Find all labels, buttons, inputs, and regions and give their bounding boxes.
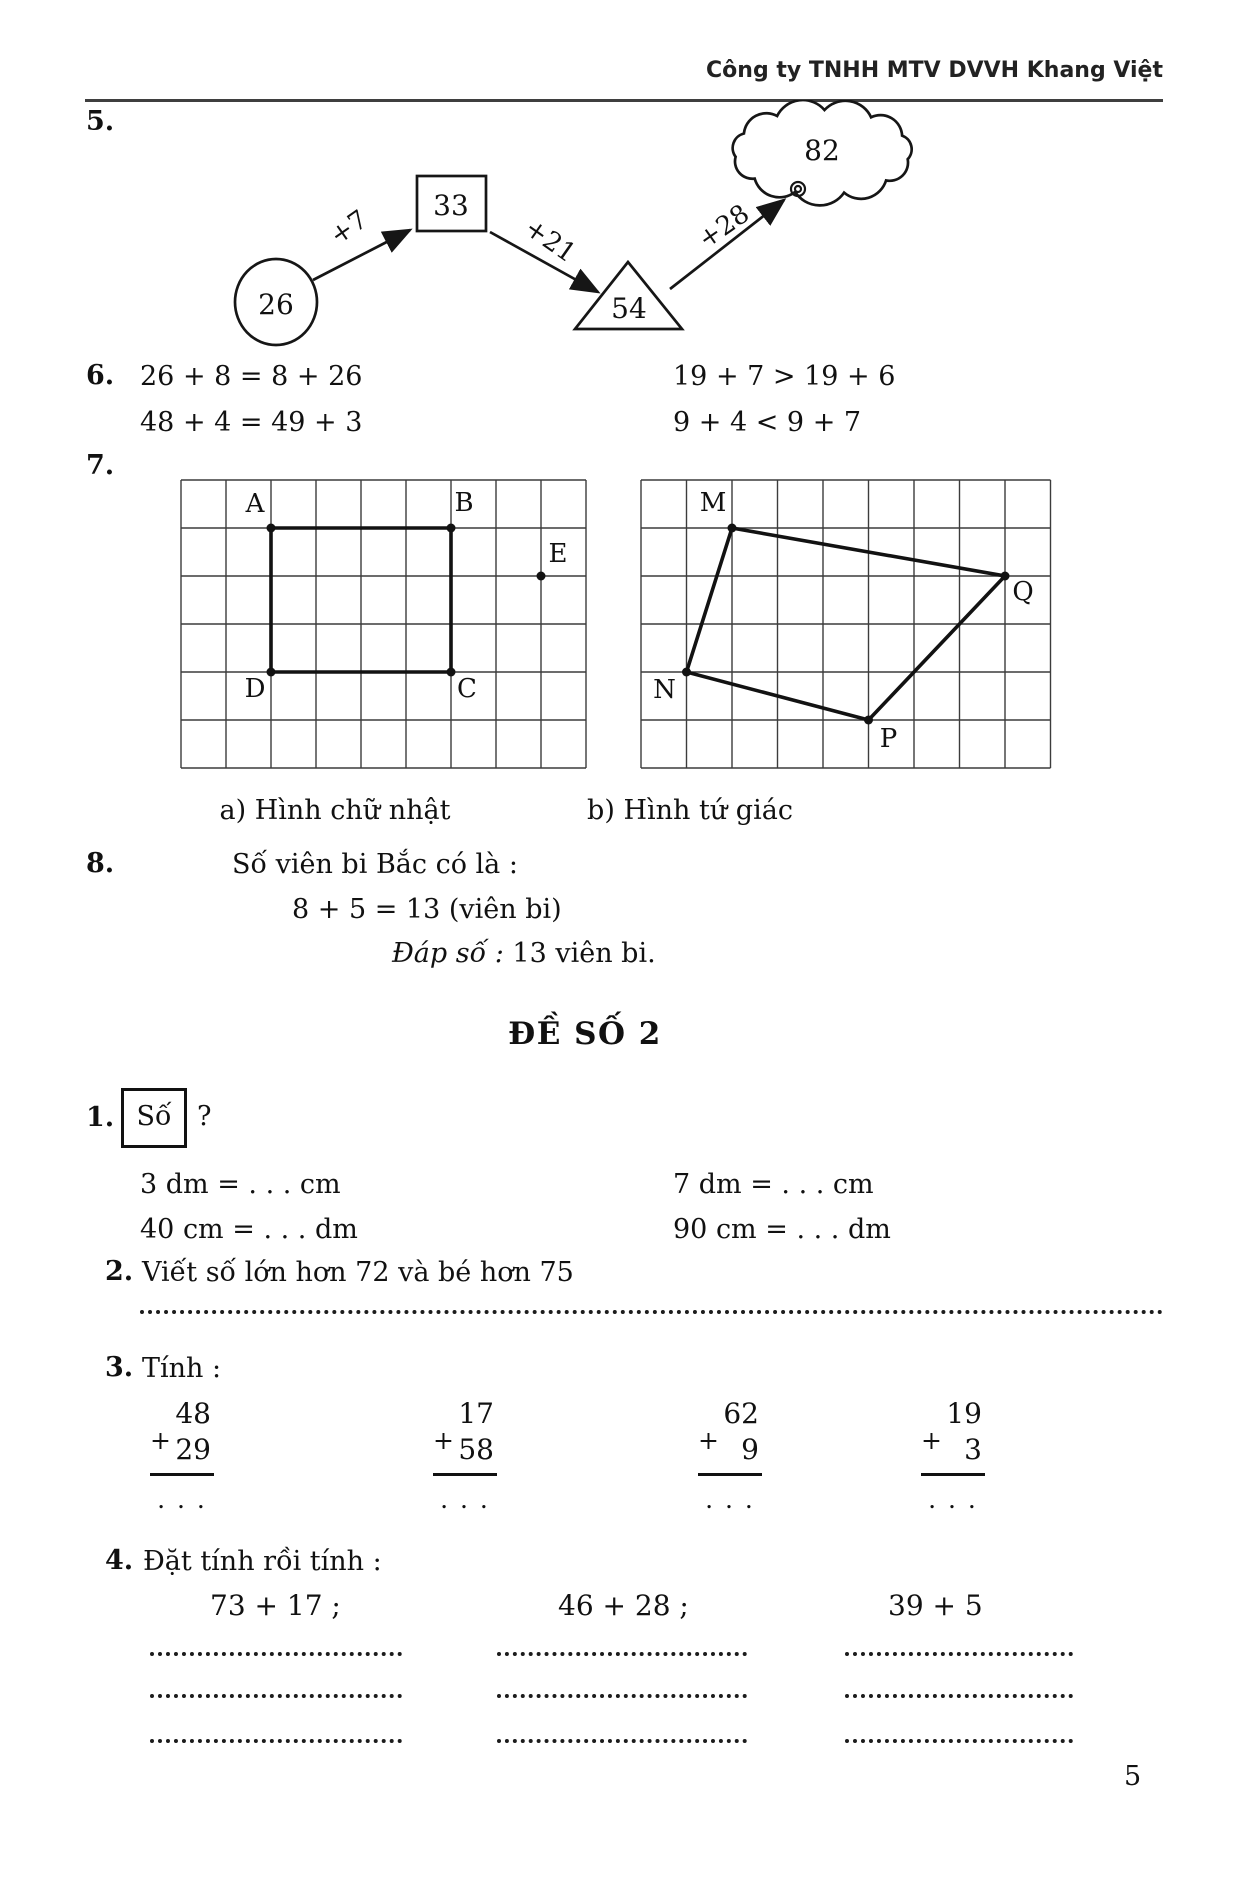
- caption-quadrilateral: b) Hình tứ giác: [587, 795, 793, 826]
- vertical-addition: [698, 1396, 762, 1514]
- sum-rule: [698, 1473, 762, 1476]
- problem8-equation: 8 + 5 = 13 (viên bi): [292, 894, 562, 925]
- arrow-label-plus7: +7: [324, 204, 374, 252]
- equation: 9 + 4 < 9 + 7: [673, 407, 862, 438]
- q4-answer-line: [150, 1676, 402, 1698]
- problem7-number: 7.: [86, 450, 115, 481]
- q2-number: 2.: [105, 1256, 134, 1287]
- section-title: ĐỀ SỐ 2: [508, 1016, 662, 1052]
- conversion-line: 3 dm = . . . cm: [140, 1169, 341, 1200]
- problem8-number: 8.: [86, 848, 115, 879]
- equation: 26 + 8 = 8 + 26: [140, 361, 363, 392]
- vertical-addition: [921, 1396, 985, 1514]
- vertical-addition: [433, 1396, 497, 1514]
- sum-rule: [150, 1473, 214, 1476]
- q4-expression: 39 + 5: [888, 1589, 983, 1622]
- q2-statement: Viết số lớn hơn 72 và bé hơn 75: [142, 1257, 574, 1288]
- square-node-value: 33: [433, 189, 469, 222]
- result-placeholder: . . .: [440, 1485, 490, 1514]
- svg-text:C: C: [457, 674, 477, 704]
- plus-sign: +: [698, 1426, 719, 1455]
- svg-text:Q: Q: [1012, 577, 1034, 607]
- addend-bottom: 58: [458, 1433, 494, 1466]
- vertical-addition: [150, 1396, 214, 1514]
- conversion-line: 7 dm = . . . cm: [673, 1169, 874, 1200]
- q4-expression: 73 + 17 ;: [210, 1589, 341, 1622]
- svg-text:N: N: [653, 675, 676, 705]
- q1-so-box: [121, 1088, 187, 1148]
- q4-answer-line: [150, 1634, 402, 1656]
- problem7-grids: [170, 468, 1070, 793]
- plus-sign: +: [150, 1426, 171, 1455]
- q4-answer-line: [497, 1634, 747, 1656]
- addend-top: 17: [458, 1397, 494, 1430]
- problem5-number: 5.: [86, 106, 115, 137]
- svg-text:E: E: [548, 539, 568, 569]
- cloud-node-value: 82: [804, 134, 840, 167]
- equation: 19 + 7 > 19 + 6: [673, 361, 896, 392]
- problem6-number: 6.: [86, 360, 115, 391]
- svg-text:M: M: [699, 488, 727, 518]
- q4-answer-line: [150, 1721, 402, 1743]
- q4-expression: 46 + 28 ;: [558, 1589, 689, 1622]
- plus-sign: +: [921, 1426, 942, 1455]
- arrow-label-plus28: +28: [692, 198, 756, 256]
- grid-rectangle-figure: [181, 480, 586, 768]
- q1-question-mark: ?: [197, 1101, 212, 1132]
- answer-value: 13 viên bi.: [512, 938, 656, 969]
- plus-sign: +: [433, 1426, 454, 1455]
- q4-answer-line: [497, 1676, 747, 1698]
- svg-text:P: P: [879, 724, 898, 754]
- answer-label: Đáp số :: [392, 938, 504, 969]
- q4-number: 4.: [105, 1545, 134, 1576]
- addend-bottom: 29: [175, 1433, 211, 1466]
- grid-quadrilateral-figure: [641, 480, 1051, 768]
- conversion-line: 90 cm = . . . dm: [673, 1214, 891, 1245]
- problem8-statement: Số viên bi Bắc có là :: [232, 849, 518, 880]
- q1-box-label: Số: [136, 1101, 172, 1132]
- svg-text:D: D: [244, 674, 266, 704]
- equation: 48 + 4 = 49 + 3: [140, 407, 363, 438]
- circle-node-value: 26: [258, 288, 294, 321]
- q4-answer-line: [845, 1634, 1073, 1656]
- addend-bottom: 9: [741, 1433, 759, 1466]
- addend-bottom: 3: [964, 1433, 982, 1466]
- q4-answer-line: [497, 1721, 747, 1743]
- addend-top: 62: [723, 1397, 759, 1430]
- arrow-label-plus21: +21: [518, 212, 582, 270]
- addend-top: 19: [946, 1397, 982, 1430]
- q4-answer-line: [845, 1676, 1073, 1698]
- sum-rule: [433, 1473, 497, 1476]
- q3-label: Tính :: [142, 1353, 222, 1384]
- caption-rectangle: a) Hình chữ nhật: [219, 795, 451, 826]
- result-placeholder: . . .: [157, 1485, 207, 1514]
- conversion-line: 40 cm = . . . dm: [140, 1214, 358, 1245]
- result-placeholder: . . .: [705, 1485, 755, 1514]
- q4-label: Đặt tính rồi tính :: [143, 1546, 382, 1577]
- page-number: 5: [1124, 1761, 1142, 1792]
- result-placeholder: . . .: [928, 1485, 978, 1514]
- sum-rule: [921, 1473, 985, 1476]
- svg-text:B: B: [454, 488, 474, 518]
- triangle-node-value: 54: [611, 292, 647, 325]
- header-company: Công ty TNHH MTV DVVH Khang Việt: [706, 58, 1163, 83]
- q4-answer-line: [845, 1721, 1073, 1743]
- q2-answer-line: [140, 1292, 1163, 1314]
- q1-number: 1.: [86, 1102, 115, 1133]
- svg-text:A: A: [245, 489, 265, 519]
- addend-top: 48: [175, 1397, 211, 1430]
- q3-number: 3.: [105, 1352, 134, 1383]
- problem8-answer: [392, 937, 656, 971]
